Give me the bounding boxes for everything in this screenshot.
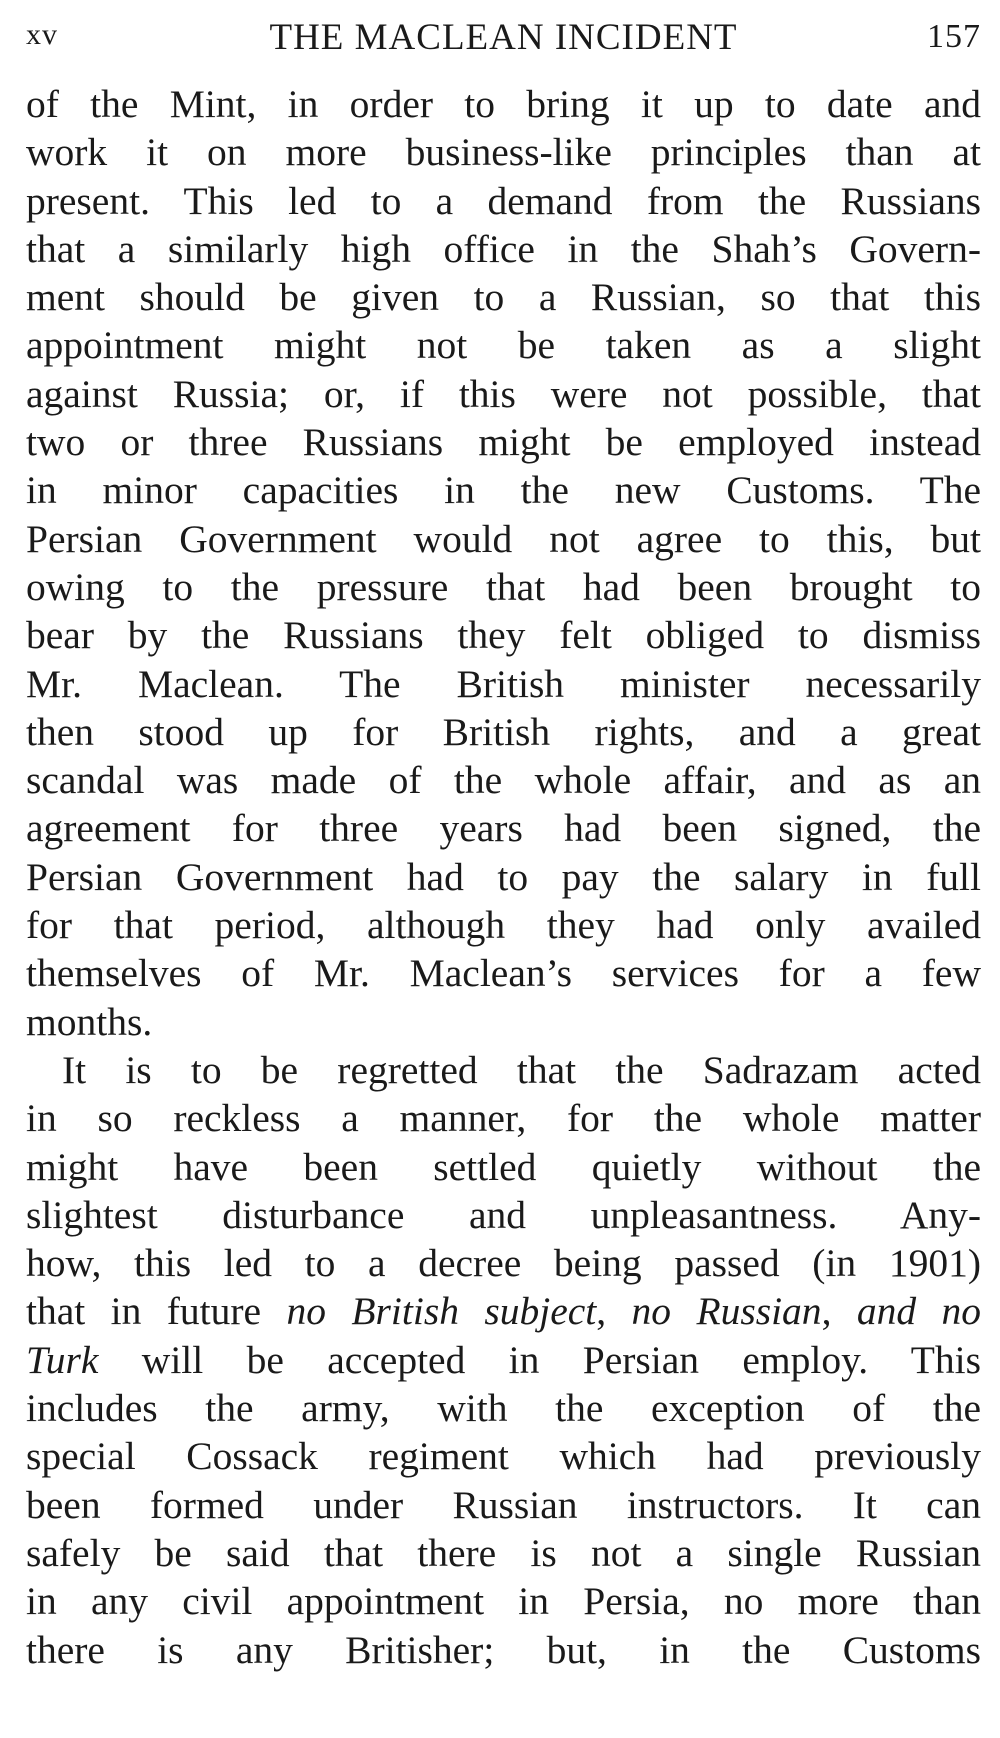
text-run: that in future (26, 1289, 287, 1334)
text-line: how, this led to a decree being passed (in 1901) (26, 1241, 981, 1286)
text-line: of the Mint, in order to bring it up to date and (26, 82, 981, 126)
text-line: bear by the Russians they felt obliged to dismiss (26, 613, 981, 658)
text-line: Mr. Maclean. The British minister necessarily (26, 661, 981, 706)
text-run: , (821, 1289, 857, 1334)
text-line: been formed under Russian instructors. It can (26, 1482, 981, 1527)
text-line: Persian Government had to pay the salary in full (26, 854, 981, 899)
text-line: themselves of Mr. Maclean’s services for a few (26, 951, 981, 996)
text-line: in minor capacities in the new Customs. The (26, 468, 981, 513)
text-line: present. This led to a demand from the Russians (26, 178, 981, 223)
text-line-with-italics (26, 1287, 981, 1335)
text-line: for that period, although they had only availed (26, 903, 981, 948)
text-line: slightest disturbance and unpleasantness. Any- (26, 1192, 981, 1237)
text-line: months. (26, 999, 153, 1044)
paragraph-1 (26, 80, 981, 1046)
text-line: owing to the pressure that had been brought to (26, 564, 981, 609)
text-line: appointment might not be taken as a slight (26, 323, 981, 368)
italic-run: no British subject (286, 1289, 597, 1334)
text-line: in any civil appointment in Persia, no more than (26, 1579, 981, 1624)
text-line: includes the army, with the exception of the (26, 1386, 981, 1431)
text-run: will be accepted in Persian employ. This (98, 1337, 981, 1382)
paragraph-2 (26, 1046, 981, 1674)
text-line: It is to be regretted that the Sadrazam acted (62, 1047, 981, 1092)
text-line: work it on more business-like principles than at (26, 130, 981, 175)
italic-run: no Russian (631, 1289, 822, 1334)
text-line: two or three Russians might be employed instead (26, 420, 981, 465)
italic-run: and no (856, 1289, 981, 1334)
text-line: there is any Britisher; but, in the Customs (26, 1627, 981, 1672)
page-number: 157 (927, 18, 981, 55)
italic-run: Turk (26, 1337, 99, 1382)
text-line: against Russia; or, if this were not possible, that (26, 371, 981, 416)
text-line: safely be said that there is not a single Russian (26, 1530, 981, 1575)
chapter-number: xv (26, 18, 58, 51)
running-title: THE MACLEAN INCIDENT (269, 17, 738, 58)
text-line: might have been settled quietly without the (26, 1144, 981, 1189)
body-text (26, 80, 981, 1674)
text-line: scandal was made of the whole affair, and as an (26, 758, 981, 803)
text-line: in so reckless a manner, for the whole matter (26, 1096, 981, 1141)
running-head (26, 14, 981, 70)
text-line: then stood up for British rights, and a great (26, 709, 981, 754)
book-page (26, 14, 981, 1674)
text-line: ment should be given to a Russian, so that this (26, 275, 981, 320)
text-line-with-italics (26, 1336, 981, 1384)
text-line: agreement for three years had been signed, the (26, 806, 981, 851)
text-line: Persian Government would not agree to this, but (26, 516, 981, 561)
text-line: that a similarly high office in the Shah’s Govern- (26, 226, 981, 271)
text-run: , (596, 1289, 632, 1334)
text-line: special Cossack regiment which had previously (26, 1434, 981, 1479)
